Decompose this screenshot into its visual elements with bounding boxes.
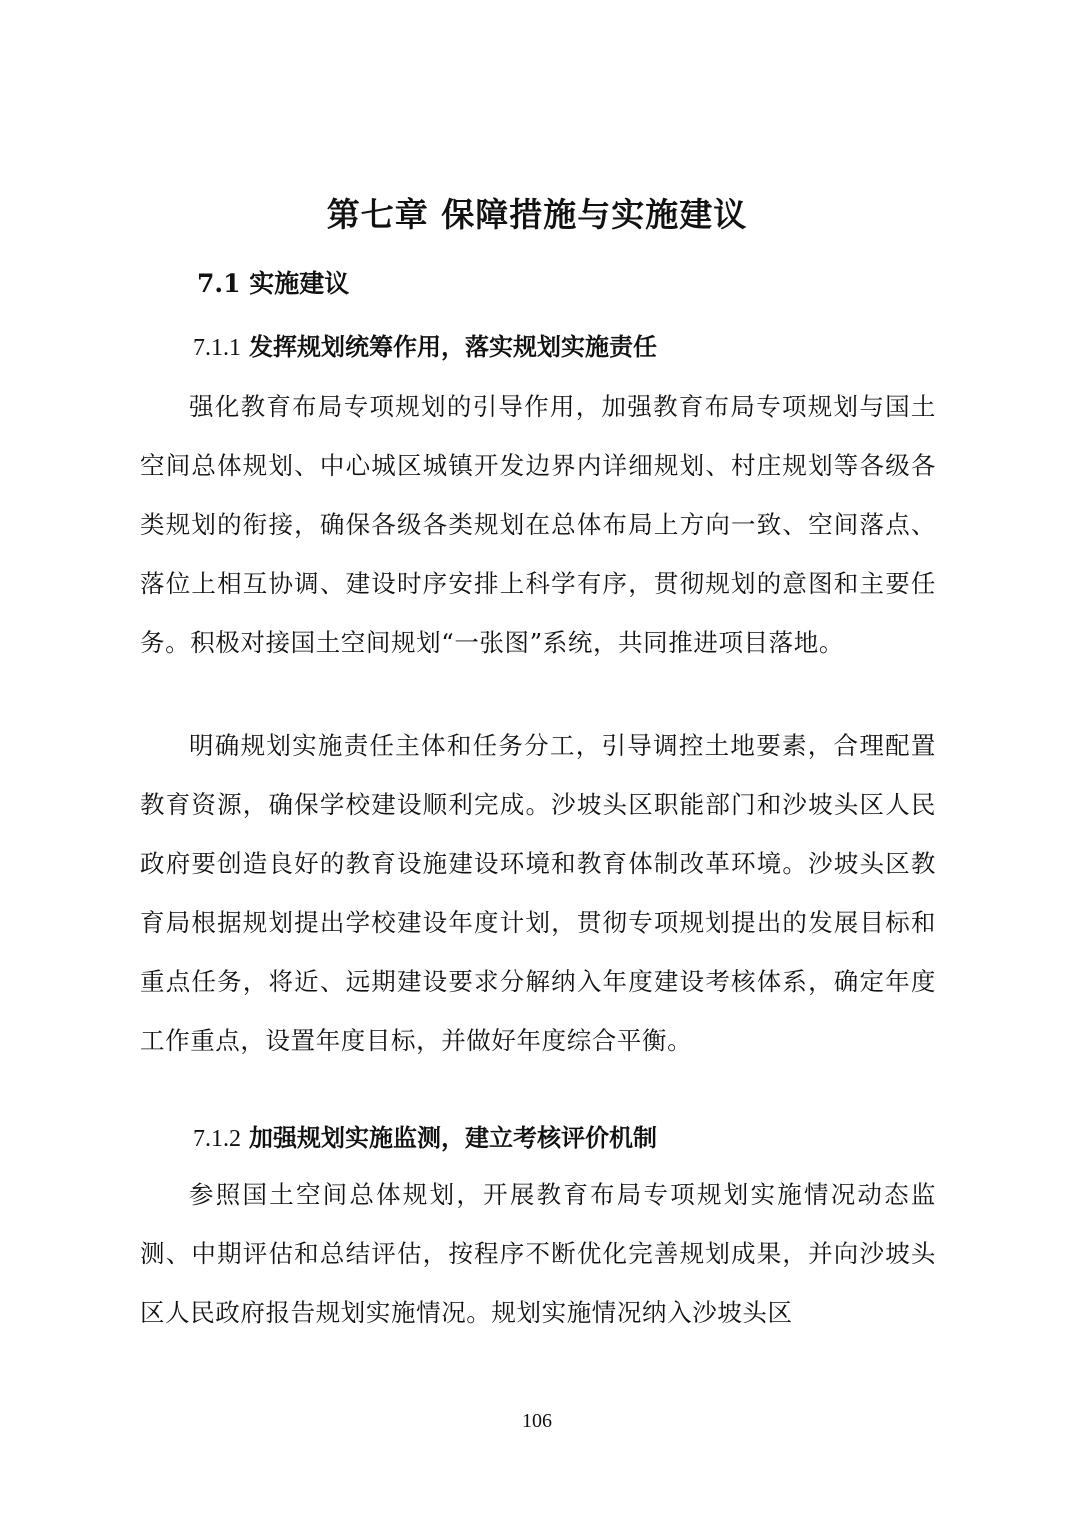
paragraph: 强化教育布局专项规划的引导作用，加强教育布局专项规划与国土空间总体规划、中心城区城镇开发边界内详细规划、村庄规划等各级各类规划的衔接，确保各级各类规划在总体布局上方向一致、空间落点、落位上相互协调、建设时序安排上科学有序，贯彻规划的意图和主要任务。积极对接国土空间规划“一张图”系统，共同推进项目落地。 (140, 392, 936, 657)
subsection-number: 7.1.1 (193, 335, 241, 361)
section-heading: 7.1 实施建议 (197, 269, 350, 298)
subsection-number: 7.1.2 (193, 1126, 241, 1152)
paragraph: 参照国土空间总体规划，开展教育布局专项规划实施情况动态监测、中期评估和总结评估，按程序不断优化完善规划成果，并向沙坡头区人民政府报告规划实施情况。规划实施情况纳入沙坡头区 (140, 1180, 936, 1327)
subsection-heading-7-1-2 (193, 1116, 657, 1161)
subsection-title: 加强规划实施监测，建立考核评价机制 (248, 1124, 657, 1152)
subsection-heading-7-1-1 (193, 325, 657, 370)
page-number: 106 (522, 1410, 552, 1432)
chapter-title: 第七章 保障措施与实施建议 (326, 195, 748, 234)
paragraph: 明确规划实施责任主体和任务分工，引导调控土地要素，合理配置教育资源，确保学校建设顺利完成。沙坡头区职能部门和沙坡头区人民政府要创造良好的教育设施建设环境和教育体制改革环境。沙坡头区教育局根据规划提出学校建设年度计划，贯彻专项规划提出的发展目标和重点任务，将近、远期建设要求分解纳入年度建设考核体系，确定年度工作重点，设置年度目标，并做好年度综合平衡。 (140, 731, 936, 1055)
subsection-title: 发挥规划统筹作用，落实规划实施责任 (248, 333, 657, 361)
